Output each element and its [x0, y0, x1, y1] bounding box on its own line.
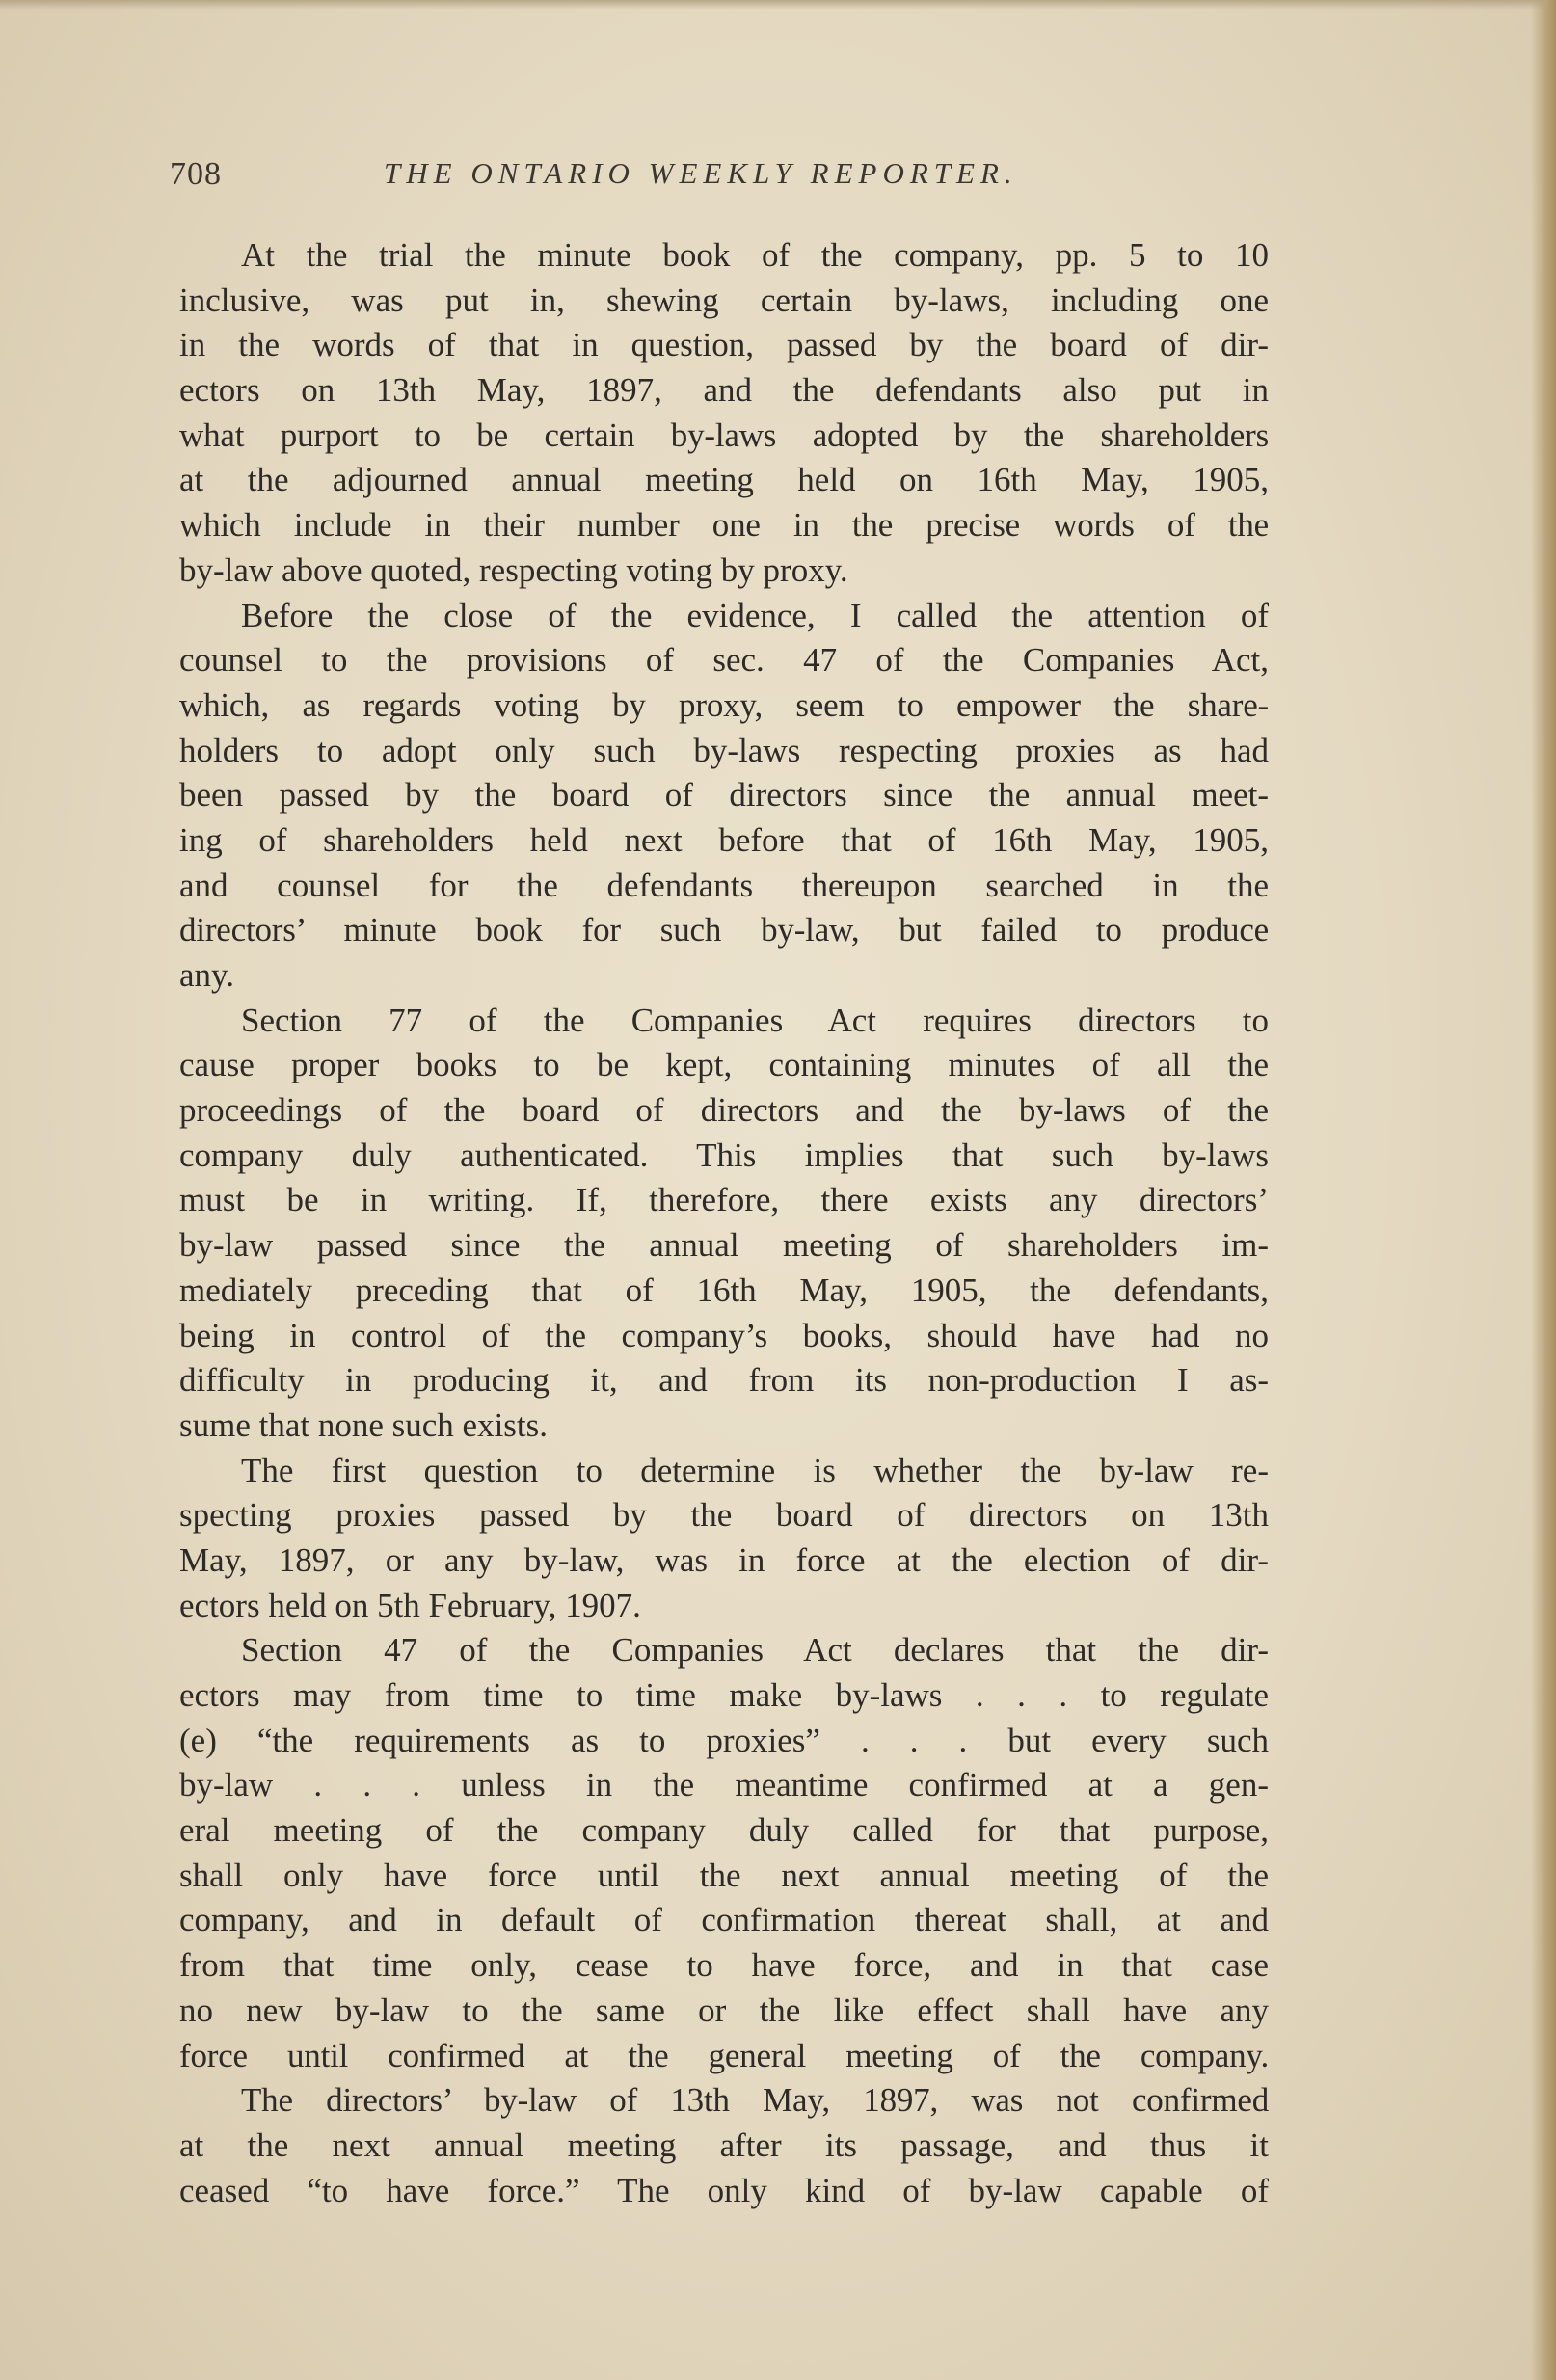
text-line: ectors held on 5th February, 1907.: [179, 1586, 641, 1624]
text-line: cause proper books to be kept, containing minutes of all the: [179, 1046, 1269, 1084]
text-line: inclusive, was put in, shewing certain by-laws, including one: [179, 281, 1269, 319]
text-line: counsel to the provisions of sec. 47 of the Companies Act,: [179, 641, 1269, 680]
text-line: force until confirmed at the general meeting of the company.: [179, 2036, 1269, 2074]
text-line: by-law . . . unless in the meantime confirmed at a gen-: [179, 1766, 1269, 1805]
text-line: company, and in default of confirmation thereat shall, at and: [179, 1901, 1269, 1939]
text-line: by-law above quoted, respecting voting by proxy.: [179, 550, 848, 589]
text-line: at the adjourned annual meeting held on 16th May, 1905,: [179, 461, 1269, 499]
text-line: from that time only, cease to have force, and in that case: [179, 1946, 1269, 1985]
text-line: what purport to be certain by-laws adopted by the shareholders: [179, 415, 1269, 454]
page-number: 708: [170, 156, 222, 192]
text-line: May, 1897, or any by-law, was in force at the election of dir-: [179, 1540, 1269, 1579]
text-line: no new by-law to the same or the like effect shall have any: [179, 1991, 1269, 2029]
text-line: which include in their number one in the precise words of the: [179, 506, 1269, 545]
text-line: The first question to determine is whether the by-law re-: [241, 1451, 1269, 1489]
page-binding-edge: [1531, 0, 1556, 2380]
running-title: THE ONTARIO WEEKLY REPORTER.: [384, 156, 1018, 190]
text-line: which, as regards voting by proxy, seem to empower the share-: [179, 685, 1269, 724]
text-line: been passed by the board of directors since the annual meet-: [179, 776, 1269, 815]
text-line: ectors may from time to time make by-laws . . . to regulate: [179, 1676, 1269, 1714]
text-line: difficulty in producing it, and from its non-production I as-: [179, 1361, 1269, 1400]
text-line: The directors’ by-law of 13th May, 1897, was not confirmed: [241, 2081, 1269, 2120]
text-line: (e) “the requirements as to proxies” . . . but every such: [179, 1721, 1269, 1759]
text-line: Section 77 of the Companies Act requires directors to: [241, 1001, 1269, 1039]
text-line: shall only have force until the next annual meeting of the: [179, 1856, 1269, 1894]
text-line: holders to adopt only such by-laws respecting proxies as had: [179, 731, 1269, 769]
text-line: Section 47 of the Companies Act declares that the dir-: [241, 1631, 1269, 1670]
text-line: sume that none such exists.: [179, 1405, 549, 1444]
text-line: eral meeting of the company duly called for that purpose,: [179, 1811, 1269, 1850]
text-line: mediately preceding that of 16th May, 1905, the defendants,: [179, 1270, 1269, 1309]
text-line: being in control of the company’s books, should have had no: [179, 1316, 1269, 1354]
text-line: and counsel for the defendants thereupon searched in the: [179, 866, 1269, 904]
text-line: ceased “to have force.” The only kind of by-law capable of: [179, 2171, 1269, 2209]
text-line: ing of shareholders held next before that of 16th May, 1905,: [179, 820, 1269, 859]
text-line: Before the close of the evidence, I called the attention of: [241, 596, 1269, 634]
text-line: must be in writing. If, therefore, there exists any directors’: [179, 1181, 1269, 1219]
text-line: company duly authenticated. This implies that such by-laws: [179, 1136, 1269, 1174]
text-line: specting proxies passed by the board of directors on 13th: [179, 1496, 1269, 1535]
page-top-shadow: [0, 0, 1556, 10]
body-text: [179, 233, 1269, 2213]
text-line: any.: [179, 956, 235, 994]
text-line: directors’ minute book for such by-law, but failed to produce: [179, 911, 1269, 949]
text-line: At the trial the minute book of the company, pp. 5 to 10: [241, 236, 1269, 274]
text-line: by-law passed since the annual meeting of shareholders im-: [179, 1226, 1269, 1265]
text-line: in the words of that in question, passed by the board of dir-: [179, 326, 1269, 364]
text-line: proceedings of the board of directors and the by-laws of the: [179, 1091, 1269, 1130]
text-line: ectors on 13th May, 1897, and the defendants also put in: [179, 371, 1269, 410]
page-header: [170, 156, 1269, 204]
text-line: at the next annual meeting after its passage, and thus it: [179, 2126, 1269, 2164]
